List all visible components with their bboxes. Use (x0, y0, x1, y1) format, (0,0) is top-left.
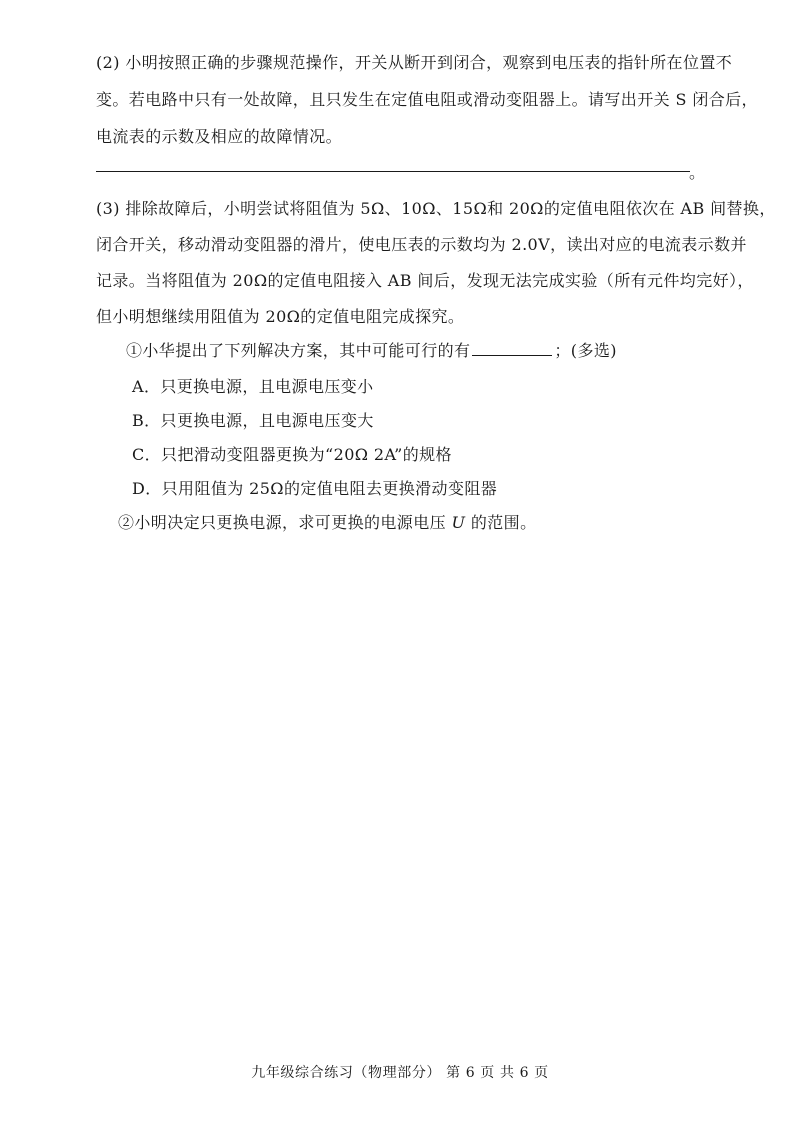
option-d: D．只用阻值为 25Ω的定值电阻去更换滑动变阻器 (132, 479, 498, 498)
multi-choice-blank[interactable] (472, 341, 552, 356)
answer-blank-period: 。 (689, 163, 706, 182)
q3-line-2: 闭合开关，移动滑动变阻器的滑片，使电压表的示数均为 2.0V，读出对应的电流表示数并 (96, 235, 747, 254)
q3-sub1 (126, 340, 746, 362)
answer-blank-line[interactable] (96, 170, 690, 172)
q3-sub2-suffix: 的范围。 (465, 513, 537, 532)
page-footer: 九年级综合练习（物理部分） 第 6 页 共 6 页 (251, 1065, 549, 1081)
q2-line-3: 电流表的示数及相应的故障情况。 (96, 127, 343, 146)
option-c: C．只把滑动变阻器更换为“20Ω 2A”的规格 (132, 445, 452, 464)
q3-sub2-prompt: ②小明决定只更换电源，求可更换的电源电压 (118, 513, 452, 532)
q3-line-1: (3) 排除故障后，小明尝试将阻值为 5Ω、10Ω、15Ω和 20Ω的定值电阻依次在 AB 间替换， (96, 199, 776, 218)
q3-sub1-prompt: ①小华提出了下列解决方案，其中可能可行的有 (126, 341, 471, 360)
q3-line-4: 但小明想继续用阻值为 20Ω的定值电阻完成探究。 (96, 307, 465, 326)
q2-line-1: (2) 小明按照正确的步骤规范操作，开关从断开到闭合，观察到电压表的指针所在位置不 (96, 53, 733, 72)
q3-sub1-suffix: ；(多选) (554, 341, 617, 360)
voltage-variable: U (451, 513, 466, 532)
q3-line-3: 记录。当将阻值为 20Ω的定值电阻接入 AB 间后，发现无法完成实验（所有元件均完好）， (96, 271, 754, 290)
option-b: B．只更换电源，且电源电压变大 (132, 411, 374, 430)
q2-line-2: 变。若电路中只有一处故障，且只发生在定值电阻或滑动变阻器上。请写出开关 S 闭合后， (96, 90, 758, 109)
q3-sub2 (118, 512, 738, 534)
option-a: A．只更换电源，且电源电压变小 (132, 377, 374, 396)
